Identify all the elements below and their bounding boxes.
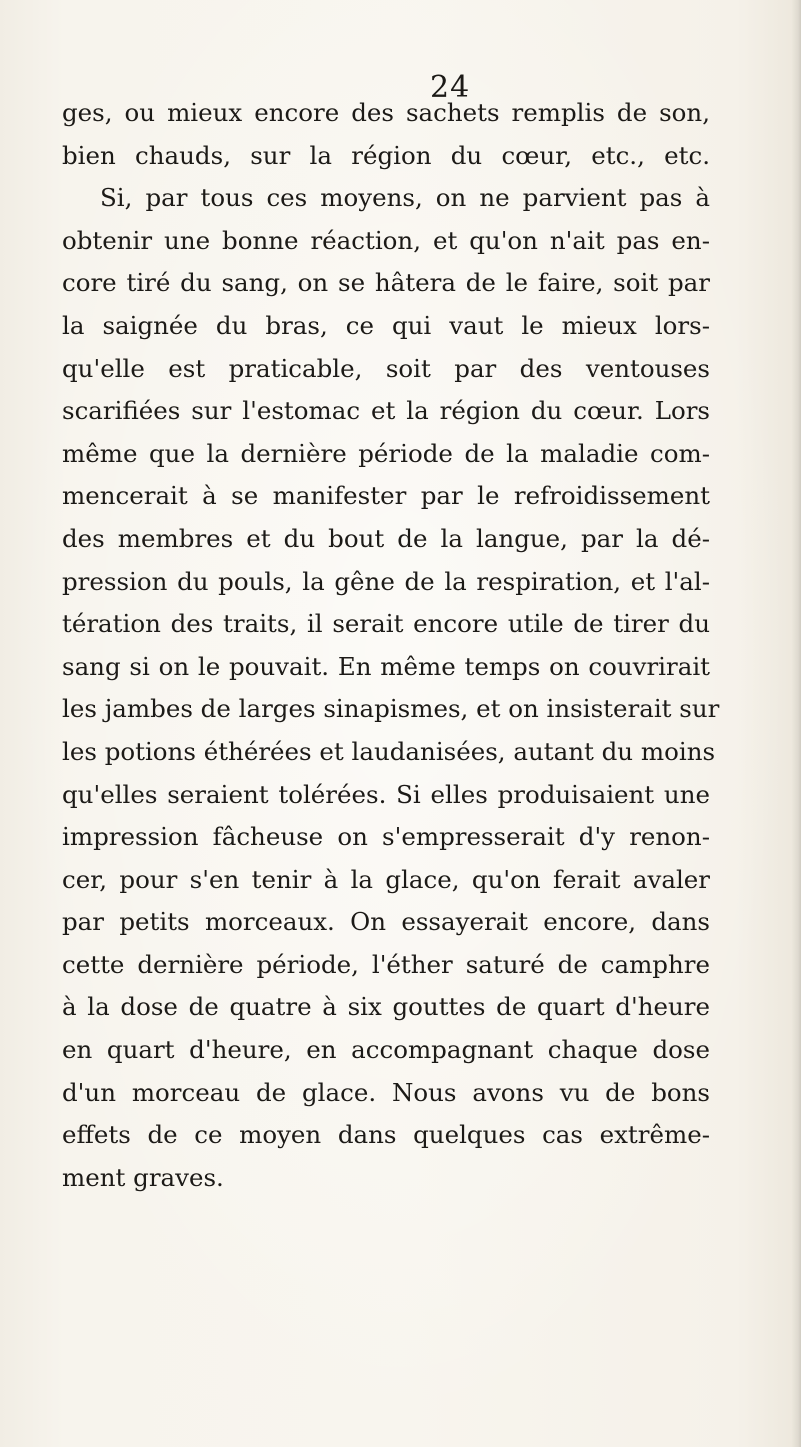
text-line: des membres et du bout de la langue, par la dé- [62,523,710,553]
text-line: cer, pour s'en tenir à la glace, qu'on ferait avaler [62,864,710,894]
text-line: en quart d'heure, en accompagnant chaque dose [62,1035,710,1065]
text-line: scarifiées sur l'estomac et la région du cœur. Lors [62,396,710,426]
text-line: à la dose de quatre à six gouttes de quart d'heure [62,992,710,1022]
text-line: les potions éthérées et laudanisées, autant du moins [62,736,716,766]
text-line: pression du pouls, la gêne de la respiration, et l'al- [62,566,710,596]
text-line: mencerait à se manifester par le refroidissement [62,481,710,511]
text-line: même que la dernière période de la maladie com- [62,438,710,468]
text-line: les jambes de larges sinapismes, et on insisterait sur [62,694,720,724]
page-edge-shadow [791,0,801,1447]
text-line: impression fâcheuse on s'empresserait d'y renon- [62,822,710,852]
text-line: ment graves. [62,1162,224,1192]
text-line: sang si on le pouvait. En même temps on couvrirait [62,651,710,681]
text-line: bien chauds, sur la région du cœur, etc., etc. [62,140,710,170]
text-line: obtenir une bonne réaction, et qu'on n'ait pas en- [62,225,710,255]
text-line: core tiré du sang, on se hâtera de le faire, soit par [62,268,710,298]
text-line: effets de ce moyen dans quelques cas extrême- [62,1120,710,1150]
page-number: 24 [430,70,471,105]
text-line: tération des traits, il serait encore utile de tirer du [62,609,710,639]
text-line: ges, ou mieux encore des sachets remplis de son, [62,98,710,127]
text-line: Si, par tous ces moyens, on ne parvient pas à [100,183,710,213]
body-text [62,92,720,1199]
text-line: par petits morceaux. On essayerait encore, dans [62,907,710,937]
text-line: la saignée du bras, ce qui vaut le mieux lors- [62,310,710,340]
text-line: cette dernière période, l'éther saturé de camphre [62,949,710,979]
text-line: qu'elle est praticable, soit par des ventouses [62,353,710,383]
text-line: d'un morceau de glace. Nous avons vu de bons [62,1077,710,1107]
text-line: qu'elles seraient tolérées. Si elles produisaient une [62,779,710,809]
